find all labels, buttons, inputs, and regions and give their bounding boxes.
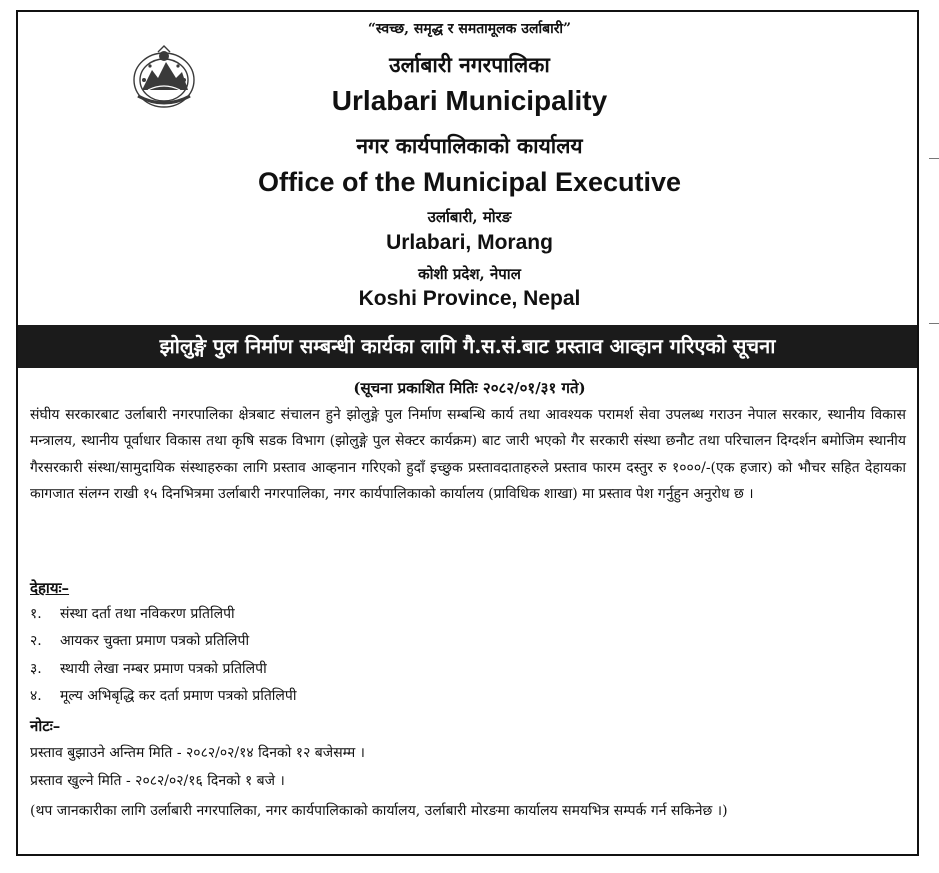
list-item [30,659,910,678]
notice-title-banner: झोलुङ्गे पुल निर्माण सम्बन्धी कार्यका लागि गै.स.सं.बाट प्रस्ताव आव्हान गरिएको सूचना [18,325,917,368]
office-name-en: Office of the Municipal Executive [257,167,682,197]
municipality-name-en: Urlabari Municipality [331,85,608,116]
province-np: कोशी प्रदेश, नेपाल [418,265,521,283]
list-item-number: ४. [30,688,42,704]
municipality-name-np: उर्लाबारी नगरपालिका [389,52,550,77]
notes-heading: नोटः– [30,717,61,735]
list-item-number: ३. [30,661,42,677]
list-item-text: स्थायी लेखा नम्बर प्रमाण पत्रको प्रतिलिपी [60,661,267,677]
documents-heading [30,578,69,598]
list-item [30,631,910,650]
list-item-text: संस्था दर्ता तथा नविकरण प्रतिलिपी [60,606,235,622]
province-en: Koshi Province, Nepal [358,287,581,310]
slogan: “स्वच्छ, समृद्ध र समतामूलक उर्लाबारी” [367,21,572,37]
list-item-text: आयकर चुक्ता प्रमाण पत्रको प्रतिलिपी [60,633,250,649]
publication-date: (सूचना प्रकाशित मितिः २०८२/०१/३१ गते) [353,379,586,397]
notice-body: संघीय सरकारबाट उर्लाबारी नगरपालिका क्षेत्रबाट संचालन हुने झोलुङ्गे पुल निर्माण सम्बन्धि कार्य तथा आवश्यक परामर्श सेवा उपलब्ध गराउन नेपाल सरकार, स्थानीय विकास मन्त्रालय, स्थानीय पूर्वाधार विकास तथा कृषि सडक विभाग (झोलुङ्गे पुल सेक्टर कार्यक्रम) बाट जारी भएको गैर सरकारी संस्था छनौट तथा परिचालन दिग्दर्शन बमोजिम स्थानीय गैरसरकारी संस्था/सामुदायिक संस्थाहरुका लागि प्रस्ताव आव्हनान गरिएको हुदाँ इच्छुक प्रस्तावदाताहरुले प्रस्ताव फारम दस्तुर रु १०००/-(एक हजार) को भौचर सहित देहायका कागजात संलग्न राखी १५ दिनभित्रमा उर्लाबारी नगरपालिका, नगर कार्यपालिकाको कार्यालय (प्राविधिक शाखा) मा प्रस्ताव पेश गर्नुहुन अनुरोध छ । [30,407,906,503]
location-en: Urlabari, Morang [386,231,553,254]
list-item-number: २. [30,633,42,649]
contact-note: (थप जानकारीका लागि उर्लाबारी नगरपालिका, नगर कार्यपालिकाको कार्यालय, उर्लाबारी मोरङमा कार्यालय समयभित्र सम्पर्क गर्न सकिनेछ ।) [30,803,728,819]
list-item-number: १. [30,606,42,622]
edge-mark [929,323,939,324]
list-item-text: मूल्य अभिबृद्धि कर दर्ता प्रमाण पत्रको प्रतिलिपी [60,688,297,704]
documents-heading-text: देहायः– [30,579,70,597]
opening-note: प्रस्ताव खुल्ने मिति - २०८२/०२/१६ दिनको १ बजे । [30,773,285,789]
deadline-note: प्रस्ताव बुझाउने अन्तिम मिति - २०८२/०२/१४ दिनको १२ बजेसम्म । [30,745,365,761]
list-item [30,686,910,705]
list-item [30,604,910,623]
office-name-np: नगर कार्यपालिकाको कार्यालय [356,133,583,158]
location-np: उर्लाबारी, मोरङ [427,208,512,226]
